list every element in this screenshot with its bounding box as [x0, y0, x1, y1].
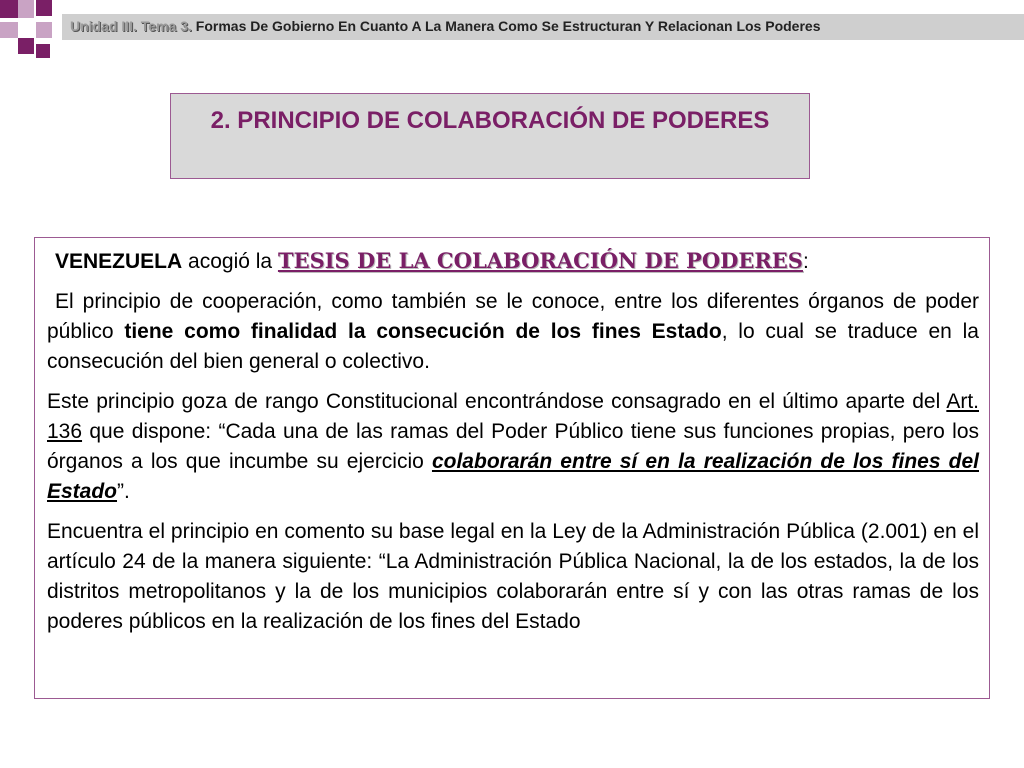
- content-box: [34, 237, 990, 699]
- intro-colon: :: [802, 250, 809, 273]
- intro-country: VENEZUELA: [55, 250, 183, 273]
- decor-square-7: [36, 44, 50, 58]
- paragraph-3: Encuentra el principio en comento su base legal en la Ley de la Administración Pública (2.001) en el artículo 24 de la manera siguiente: “La Administración Pública Nacional, la de los estados, la de los distritos metropolitanos y la de los municipios colaborarán entre sí y con las otras ramas de los poderes públicos en la realización de los fines del Estado: [47, 520, 979, 633]
- header-breadcrumb: [70, 18, 820, 34]
- paragraph-1-b: tiene como finalidad la consecución de los fines Estado: [124, 320, 722, 343]
- header-topic: Formas De Gobierno En Cuanto A La Manera Como Se Estructuran Y Relacionan Los Poderes: [195, 18, 821, 34]
- intro-verb: acogió la: [188, 250, 273, 273]
- decor-square-1: [0, 0, 18, 18]
- paragraph-1-a: El principio de cooperación, como también se le conoce, entre los diferentes órganos de poder público: [47, 290, 979, 343]
- intro-thesis: TESIS DE LA COLABORACIÓN DE PODERES: [277, 248, 803, 273]
- paragraph-2-b: que dispone: “Cada una de las ramas del Poder Público tiene sus funciones propias, pero los órganos a los que incumbe su ejercicio: [47, 420, 979, 473]
- decor-square-4: [36, 0, 52, 16]
- paragraph-2-d: ”.: [117, 480, 130, 503]
- article-reference: Art. 136: [47, 390, 979, 443]
- decor-square-5: [18, 38, 34, 54]
- decor-square-2: [18, 0, 34, 18]
- header-unit: Unidad III. Tema 3.: [70, 18, 192, 34]
- paragraph-1: [47, 287, 979, 377]
- paragraph-1-c: , lo cual se traduce en la consecución del bien general o colectivo.: [47, 320, 979, 373]
- title-box: [170, 93, 810, 179]
- decor-square-3: [0, 22, 18, 38]
- paragraph-2-c: colaborarán entre sí en la realización de los fines del Estado: [47, 450, 979, 503]
- decor-square-6: [36, 22, 52, 38]
- intro-paragraph: [47, 246, 979, 277]
- slide-title: 2. PRINCIPIO DE COLABORACIÓN DE PODERES: [210, 107, 770, 134]
- paragraph-2-a: Este principio goza de rango Constitucional encontrándose consagrado en el último aparte del: [47, 390, 941, 413]
- paragraph-2: [47, 387, 979, 507]
